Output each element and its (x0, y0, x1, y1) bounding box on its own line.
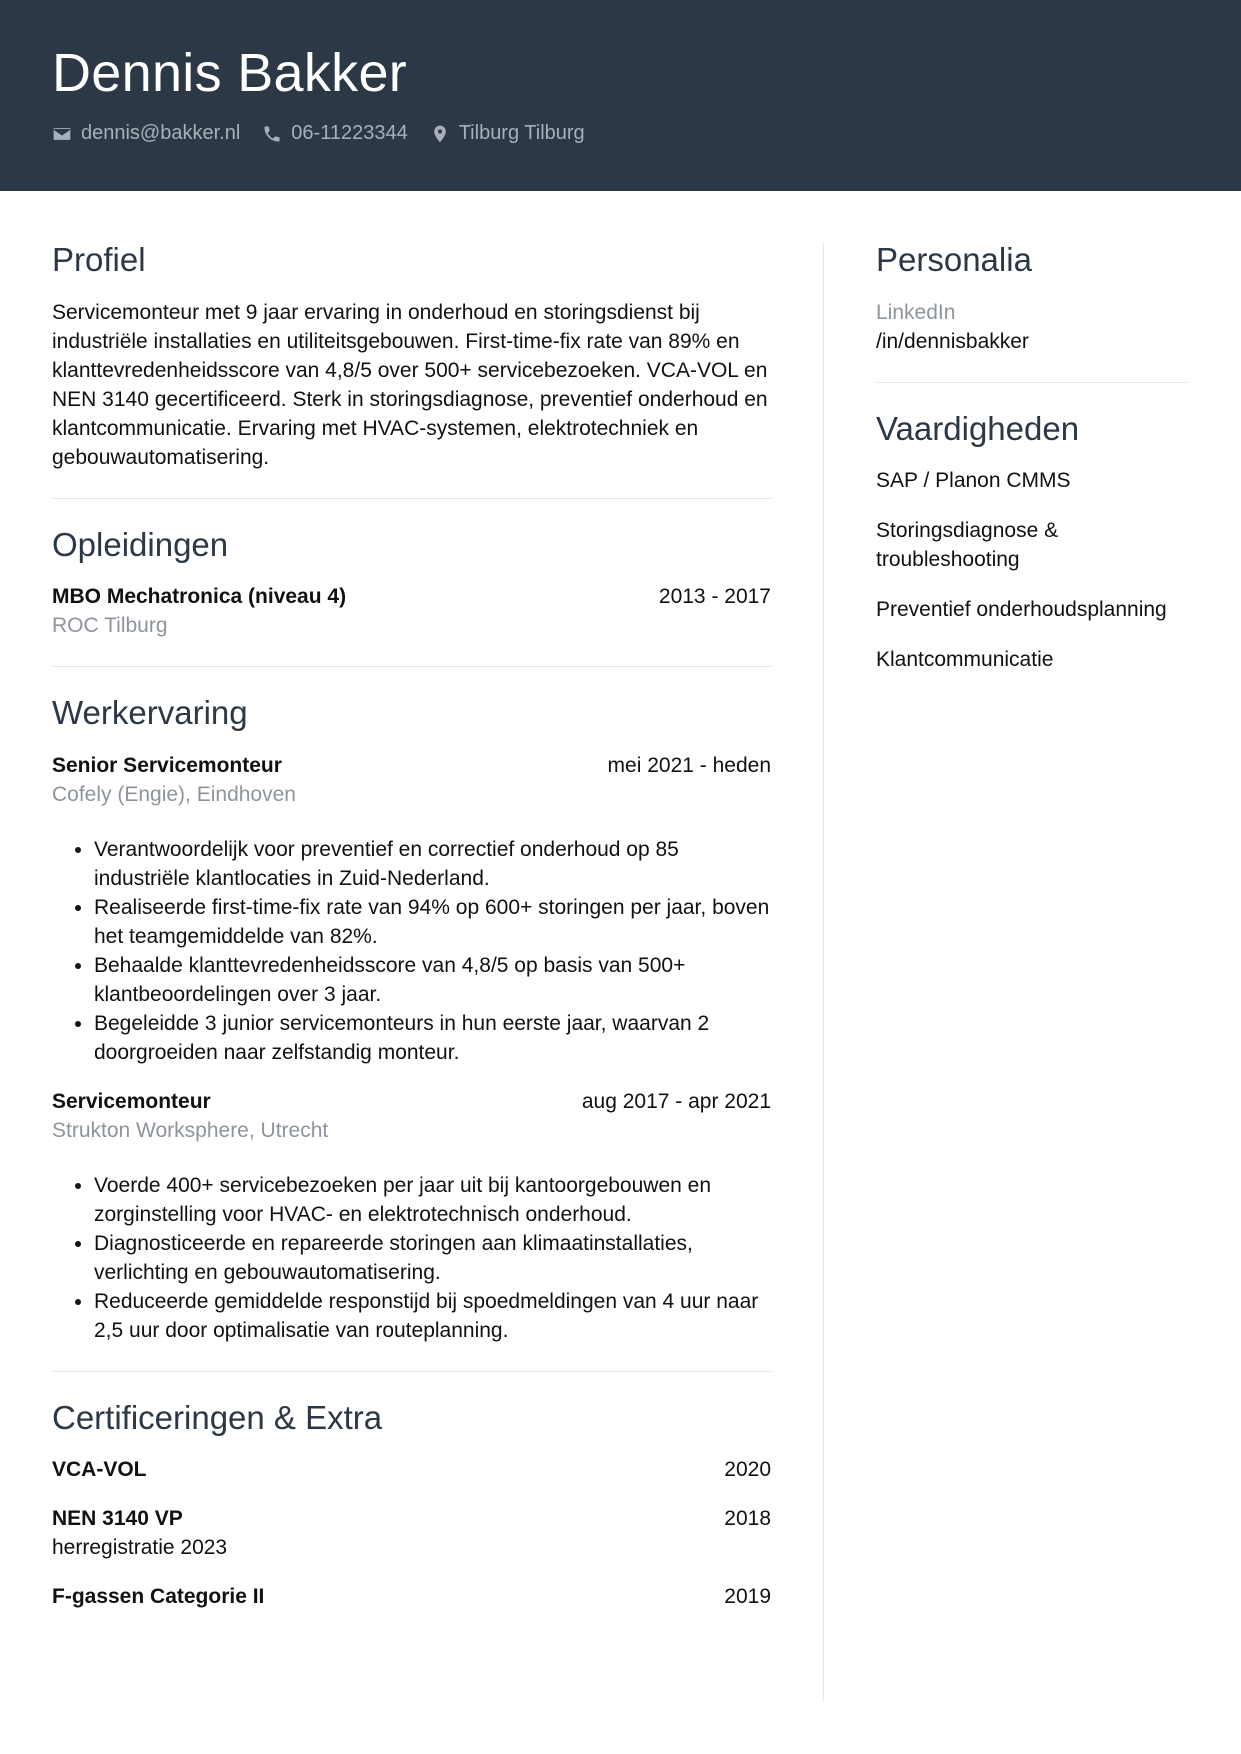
certifications-title: Certificeringen & Extra (52, 1398, 383, 1436)
phone-icon (262, 124, 282, 144)
linkedin-value[interactable]: /in/dennisbakker (876, 329, 1029, 353)
certification-year: 2019 (724, 1585, 771, 1609)
job-bullet: • Realiseerde first-time-fix rate van 94% op 600+ storingen per jaar, boven het teamgemiddelde van 82%. (94, 893, 771, 951)
skill-item: SAP / Planon CMMS (876, 469, 1071, 493)
contact-email[interactable] (52, 122, 240, 145)
certification-entry (52, 1455, 771, 1484)
column-divider (823, 242, 824, 1702)
job-bullet: • Begeleidde 3 junior servicemonteurs in hun eerste jaar, waarvan 2 doorgroeiden naar zelfstandig monteur. (94, 1009, 771, 1067)
job-company: Strukton Worksphere, Utrecht (52, 1118, 329, 1142)
job-bullet: • Verantwoordelijk voor preventief en correctief onderhoud op 85 industriële klantlocaties in Zuid-Nederland. (94, 835, 771, 893)
section-divider (876, 382, 1188, 383)
skills-title: Vaardigheden (876, 409, 1080, 447)
email-text: dennis@bakker.nl (81, 122, 241, 144)
certification-name: VCA-VOL (52, 1458, 147, 1482)
profile-title: Profiel (52, 241, 146, 278)
certifications-section (52, 1398, 771, 1612)
job-dates: mei 2021 - heden (607, 753, 771, 777)
contact-location (430, 122, 585, 145)
experience-section (52, 693, 771, 1345)
skill-item: Storingsdiagnose & troubleshooting (876, 519, 1059, 572)
phone-text: 06-11223344 (291, 122, 408, 144)
education-school: ROC Tilburg (52, 614, 168, 638)
job-bullet: • Behaalde klanttevredenheidsscore van 4,8/5 op basis van 500+ klantbeoordelingen over 3 jaar. (94, 951, 771, 1009)
education-section (52, 525, 771, 641)
job-role: Servicemonteur (52, 1089, 211, 1113)
job-bullet: • Diagnosticeerde en repareerde storingen aan klimaatinstallaties, verlichting en gebouwautomatisering. (94, 1229, 771, 1287)
job-bullets (52, 835, 771, 1067)
job-bullets (52, 1171, 771, 1345)
job-dates: aug 2017 - apr 2021 (581, 1089, 771, 1113)
experience-title: Werkervaring (52, 694, 248, 732)
header-banner (0, 0, 1241, 191)
certification-entry (52, 1504, 771, 1562)
section-divider (52, 498, 771, 499)
job-entry (52, 1087, 771, 1345)
map-pin-icon (430, 124, 450, 144)
job-bullet: • Voerde 400+ servicebezoeken per jaar uit bij kantoorgebouwen en zorginstelling voor HVAC- en elektrotechnisch onderhoud. (94, 1171, 771, 1229)
profile-section (52, 240, 771, 472)
candidate-name: Dennis Bakker (52, 43, 408, 103)
education-dates: 2013 - 2017 (658, 585, 771, 609)
certification-year: 2018 (724, 1507, 771, 1531)
job-company: Cofely (Engie), Eindhoven (52, 782, 296, 806)
section-divider (52, 666, 771, 667)
personal-section (876, 240, 1188, 356)
main-column (52, 240, 771, 1611)
sidebar-column (876, 240, 1188, 695)
job-bullet: • Reduceerde gemiddelde responstijd bij spoedmeldingen van 4 uur naar 2,5 uur door optimalisatie van routeplanning. (94, 1287, 771, 1345)
job-role: Senior Servicemonteur (52, 753, 282, 777)
skill-item: Preventief onderhoudsplanning (876, 598, 1167, 622)
profile-text: Servicemonteur met 9 jaar ervaring in onderhoud en storingsdienst bij industriële installaties en utiliteitsgebouwen. First-time-fix rate van 89% en klanttevredenheidsscore van 4,8/5 over 500+ servicebezoeken. VCA-VOL en NEN 3140 gecertificeerd. Sterk in storingsdiagnose, preventief onderhoud en klantcommunicatie. Ervaring met HVAC-systemen, elektrotechniek en gebouwautomatisering. (52, 300, 768, 469)
contact-phone[interactable] (262, 122, 407, 145)
linkedin-label: LinkedIn (876, 300, 956, 324)
contact-bar (52, 122, 607, 145)
certification-name: F-gassen Categorie II (52, 1585, 265, 1609)
certification-name: NEN 3140 VP (52, 1507, 183, 1531)
certification-year: 2020 (724, 1458, 771, 1482)
location-text: Tilburg Tilburg (458, 122, 585, 144)
education-degree: MBO Mechatronica (niveau 4) (52, 585, 347, 609)
certification-note: herregistratie 2023 (52, 1536, 228, 1560)
skills-section (876, 409, 1188, 675)
certification-entry (52, 1582, 771, 1611)
education-entry (52, 582, 771, 640)
education-title: Opleidingen (52, 525, 229, 563)
skill-item: Klantcommunicatie (876, 648, 1054, 672)
section-divider (52, 1371, 771, 1372)
envelope-icon (52, 124, 72, 144)
job-entry (52, 751, 771, 1067)
personal-title: Personalia (876, 241, 1032, 278)
